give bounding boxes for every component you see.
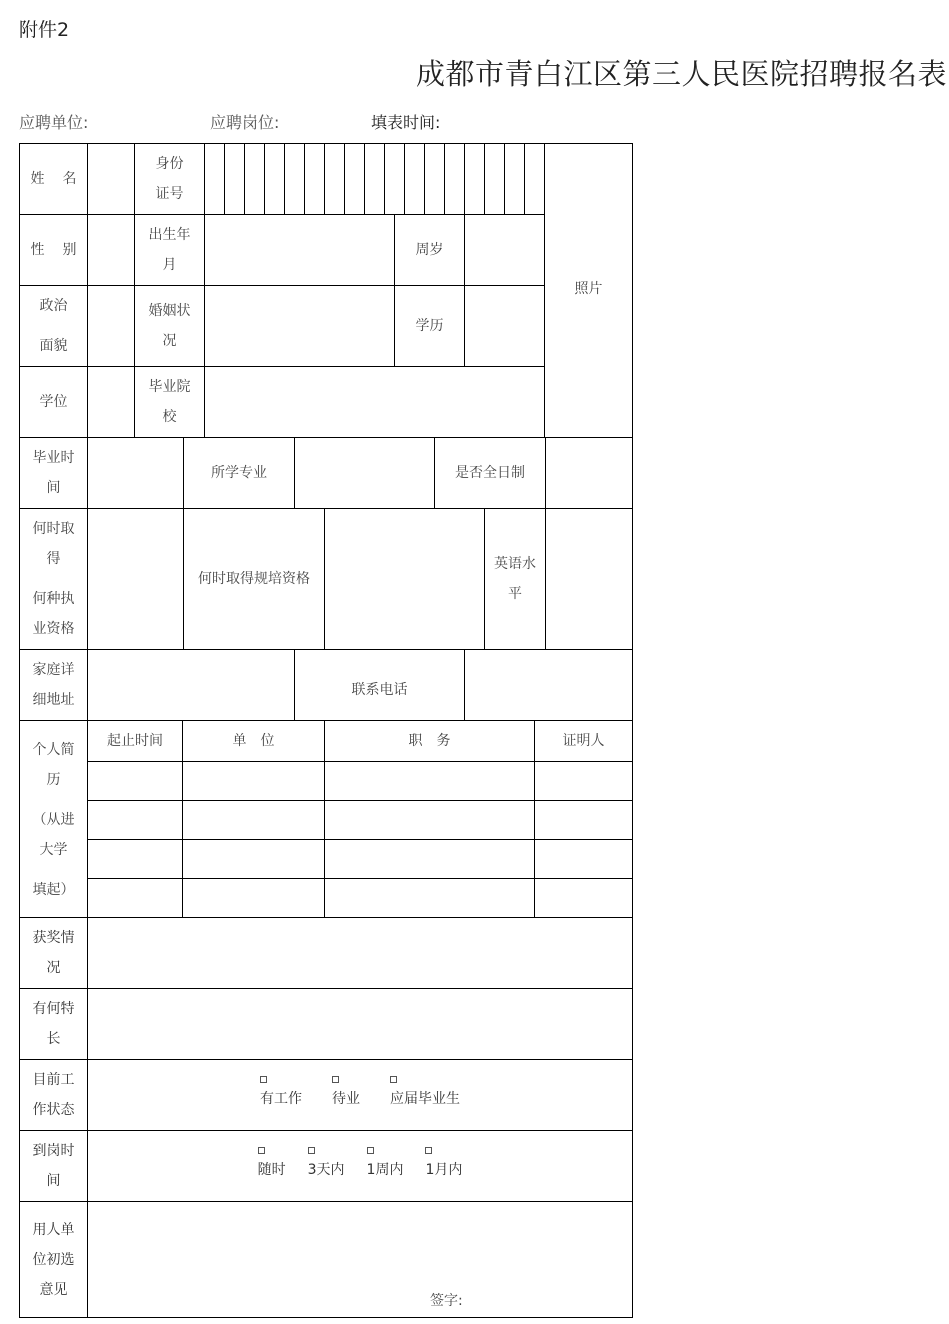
resume-header-period: 起止时间 [107,733,163,749]
checkbox-icon[interactable] [258,1147,265,1154]
fill-time-label: 填表时间: [371,113,441,132]
qualification-label-line: 得 [46,551,61,567]
address-label [20,650,87,720]
option-label: 1周内 [366,1161,404,1178]
resume-header-position: 职 务 [408,733,451,749]
marriage-input[interactable] [205,286,394,366]
resume-label-line: 填起） [32,882,75,898]
training-input[interactable] [325,509,484,649]
grad-time-input[interactable] [88,438,183,508]
age-input[interactable] [465,215,544,285]
option-label: 待业 [332,1090,360,1107]
id-number-label-line: 身份 [155,156,184,172]
resume-row[interactable] [88,879,632,917]
resume-label-line: 个人简 [32,742,75,758]
checkbox-icon[interactable] [332,1076,339,1083]
awards-input[interactable] [88,918,632,988]
resume-label [20,721,87,917]
gender-label [20,215,87,285]
checkbox-icon[interactable] [390,1076,397,1083]
age-label: 周岁 [415,242,444,258]
major-label: 所学专业 [211,465,267,481]
birth-label-line: 月 [162,257,177,273]
phone-label: 联系电话 [351,682,408,698]
english-label-line: 英语水 [494,556,536,572]
qualification-label-line: 何时取 [32,521,75,537]
english-label-line: 平 [508,586,522,602]
resume-row[interactable] [88,840,632,878]
id-number-input[interactable] [205,144,544,214]
applying-post-label: 应聘岗位: [210,113,280,132]
arrival-option[interactable] [367,1148,404,1185]
fulltime-input[interactable] [546,438,632,508]
specialty-label-line: 长 [46,1031,61,1047]
id-number-label-line: 证号 [155,186,184,202]
qualification-label [20,509,87,649]
name-label [20,144,87,214]
resume-row[interactable] [88,762,632,800]
table-border [19,1317,633,1318]
opinion-label-line: 意见 [39,1281,68,1298]
specialty-input[interactable] [88,989,632,1059]
grad-time-label-line: 毕业时 [32,450,75,466]
degree-input[interactable] [88,367,134,437]
work-status-options [88,1060,632,1130]
work-status-label-line: 目前工 [32,1072,75,1088]
arrival-option[interactable] [425,1148,462,1185]
opinion-label-line: 用人单 [32,1221,75,1238]
grad-time-label-line: 间 [46,480,61,496]
arrival-label [20,1131,87,1201]
work-status-option[interactable] [390,1077,460,1114]
address-input[interactable] [88,650,294,720]
awards-label-line: 获奖情 [32,930,75,946]
gender-label-part: 别 [62,242,77,258]
arrival-option[interactable] [258,1148,286,1185]
option-label: 随时 [257,1161,286,1178]
phone-input[interactable] [465,650,632,720]
qualification-input[interactable] [88,509,183,649]
address-label-line: 家庭详 [32,662,75,678]
arrival-option[interactable] [308,1148,345,1185]
birth-label [135,215,204,285]
awards-label [20,918,87,988]
english-input[interactable] [546,509,632,649]
training-label: 何时取得规培资格 [198,571,310,587]
specialty-label-line: 有何特 [32,1001,75,1017]
resume-label-line: （从进 [32,812,75,828]
qualification-label-line: 何种执 [32,591,75,607]
address-label-line: 细地址 [32,692,75,708]
marriage-label-line: 况 [162,333,177,349]
work-status-label [20,1060,87,1130]
school-label [135,367,204,437]
checkbox-icon[interactable] [260,1076,267,1083]
work-status-option[interactable] [260,1077,302,1114]
opinion-input[interactable] [88,1202,632,1317]
gender-label-part: 性 [30,242,45,258]
resume-row[interactable] [88,801,632,839]
awards-label-line: 况 [46,960,61,976]
id-number-label [135,144,204,214]
option-label: 1月内 [425,1161,463,1178]
education-label: 学历 [415,318,444,334]
checkbox-icon[interactable] [308,1147,315,1154]
work-status-option[interactable] [332,1077,360,1114]
politics-input[interactable] [88,286,134,366]
page-title: 成都市青白江区第三人民医院招聘报名表 [415,57,947,91]
photo-area[interactable]: 照片 [574,281,603,297]
option-label: 有工作 [260,1090,302,1107]
attachment-label: 附件2 [19,19,70,41]
qualification-label-line: 业资格 [32,621,75,637]
arrival-label-line: 间 [46,1173,61,1189]
name-label-part: 姓 [30,171,45,187]
table-border [632,143,633,1318]
school-label-line: 校 [162,409,177,425]
politics-label [20,286,87,366]
opinion-label [20,1202,87,1317]
name-input[interactable] [88,144,134,214]
gender-input[interactable] [88,215,134,285]
resume-header-witness: 证明人 [562,733,605,749]
work-status-label-line: 作状态 [32,1102,75,1118]
signature-label: 签字: [430,1293,463,1309]
marriage-label [135,286,204,366]
marriage-label-line: 婚姻状 [148,303,191,319]
arrival-label-line: 到岗时 [32,1143,75,1159]
politics-label-line: 政治 [39,298,68,314]
specialty-label [20,989,87,1059]
option-label: 应届毕业生 [390,1090,460,1107]
checkbox-icon[interactable] [425,1147,432,1154]
politics-label-line: 面貌 [39,338,68,354]
name-label-part: 名 [62,171,77,187]
birth-input[interactable] [205,215,394,285]
birth-label-line: 出生年 [148,227,191,243]
resume-label-line: 大学 [39,842,68,858]
applying-unit-label: 应聘单位: [19,113,89,132]
english-label [485,509,545,649]
education-input[interactable] [465,286,544,366]
school-input[interactable] [205,367,544,437]
resume-label-line: 历 [46,772,61,788]
opinion-label-line: 位初选 [32,1251,75,1268]
option-label: 3天内 [307,1161,345,1178]
resume-header-unit: 单 位 [232,733,275,749]
degree-label: 学位 [39,394,68,410]
checkbox-icon[interactable] [367,1147,374,1154]
school-label-line: 毕业院 [148,379,191,395]
major-input[interactable] [295,438,434,508]
arrival-options [88,1131,632,1201]
fulltime-label: 是否全日制 [455,465,525,481]
grad-time-label [20,438,87,508]
